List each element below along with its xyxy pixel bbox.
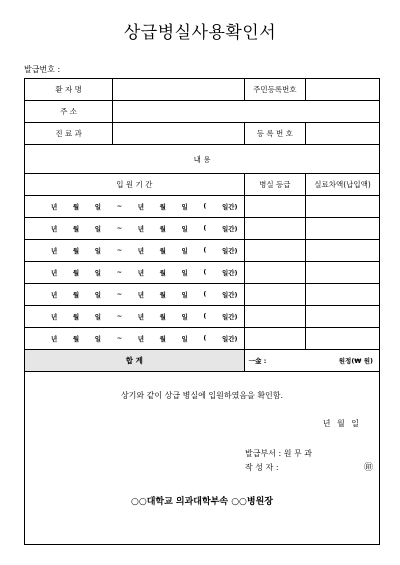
- period-days-unit: 일간): [222, 313, 238, 321]
- period-days-open: (: [203, 246, 207, 254]
- period-days-open: (: [203, 334, 207, 342]
- total-won-label: 一金 :: [248, 357, 267, 365]
- period-cell[interactable]: [25, 262, 245, 284]
- period-days-unit: 일간): [222, 203, 238, 211]
- period-dash: ~: [116, 246, 123, 254]
- charge-difference-cell[interactable]: [306, 328, 380, 350]
- room-grade-cell[interactable]: [244, 240, 306, 262]
- period-day: 일: [94, 335, 102, 343]
- period-month: 월: [159, 225, 166, 233]
- period-month: 월: [72, 291, 80, 299]
- period-year: 년: [51, 313, 58, 321]
- period-day: 일: [181, 269, 188, 277]
- period-days-unit: 일간): [222, 335, 238, 343]
- period-month: 월: [72, 269, 80, 277]
- period-dash: ~: [116, 268, 123, 276]
- department-field[interactable]: [113, 123, 244, 145]
- period-days-open: (: [203, 290, 207, 298]
- period-day: 일: [94, 313, 102, 321]
- period-cell[interactable]: [25, 240, 245, 262]
- period-year: 년: [51, 247, 58, 255]
- period-month: 월: [72, 225, 80, 233]
- room-grade-cell[interactable]: [244, 328, 306, 350]
- confirmation-form-table: [24, 78, 380, 545]
- period-year: 년: [137, 313, 145, 321]
- period-day: 일: [181, 291, 188, 299]
- period-dash: ~: [116, 290, 123, 298]
- period-cell[interactable]: [25, 218, 245, 240]
- resident-number-label: 주민등록번호: [244, 79, 306, 101]
- period-month: 월: [159, 203, 166, 211]
- period-month: 월: [159, 269, 166, 277]
- seal-mark: ㊞: [363, 463, 373, 473]
- period-year: 년: [137, 203, 145, 211]
- room-grade-cell[interactable]: [244, 284, 306, 306]
- period-dash: ~: [116, 334, 123, 342]
- charge-difference-cell[interactable]: [306, 196, 380, 218]
- period-month: 월: [72, 203, 80, 211]
- resident-number-field[interactable]: [306, 79, 380, 101]
- charge-difference-cell[interactable]: [306, 284, 380, 306]
- charge-difference-cell[interactable]: [306, 240, 380, 262]
- period-day: 일: [181, 313, 188, 321]
- period-day: 일: [94, 269, 102, 277]
- room-grade-column-header: 병실 등급: [244, 174, 306, 196]
- period-days-unit: 일간): [222, 269, 238, 277]
- content-header: 내 용: [25, 145, 380, 174]
- period-days-unit: 일간): [222, 225, 238, 233]
- issuing-department: 발급부서 : 원 무 과: [245, 449, 312, 458]
- issue-date: 년 월 일: [322, 419, 361, 428]
- period-day: 일: [94, 291, 102, 299]
- period-day: 일: [181, 225, 188, 233]
- room-grade-cell[interactable]: [244, 196, 306, 218]
- period-day: 일: [181, 335, 188, 343]
- period-month: 월: [159, 291, 166, 299]
- total-amount-label: 원정(₩ 원): [338, 357, 373, 365]
- period-day: 일: [94, 225, 102, 233]
- total-label: 합 계: [25, 350, 245, 372]
- period-dash: ~: [116, 312, 123, 320]
- address-label: 주 소: [25, 101, 113, 123]
- period-days-open: (: [203, 224, 207, 232]
- period-day: 일: [181, 203, 188, 211]
- period-cell[interactable]: [25, 196, 245, 218]
- period-days-open: (: [203, 312, 207, 320]
- room-grade-cell[interactable]: [244, 218, 306, 240]
- period-row: [25, 328, 380, 350]
- period-month: 월: [159, 247, 166, 255]
- period-year: 년: [51, 335, 58, 343]
- hospital-director-signature: ○○대학교 의과대학부속 ○○병원장: [130, 497, 273, 507]
- period-year: 년: [137, 247, 145, 255]
- period-year: 년: [137, 269, 145, 277]
- period-row: [25, 196, 380, 218]
- period-month: 월: [72, 313, 80, 321]
- period-month: 월: [72, 247, 80, 255]
- period-year: 년: [137, 335, 145, 343]
- period-days-open: (: [203, 268, 207, 276]
- total-amount-cell[interactable]: [244, 350, 379, 372]
- period-days-unit: 일간): [222, 247, 238, 255]
- issue-number-label: 발급번호 :: [24, 65, 61, 74]
- period-days-open: (: [203, 202, 207, 210]
- registration-number-field[interactable]: [306, 123, 380, 145]
- period-row: [25, 306, 380, 328]
- period-day: 일: [94, 203, 102, 211]
- period-month: 월: [72, 335, 80, 343]
- charge-difference-cell[interactable]: [306, 262, 380, 284]
- period-year: 년: [51, 225, 58, 233]
- period-cell[interactable]: [25, 306, 245, 328]
- period-cell[interactable]: [25, 328, 245, 350]
- confirmation-statement: 상기와 같이 상급 병실에 입원하였음을 확인함.: [120, 391, 284, 400]
- period-days-unit: 일간): [222, 291, 238, 299]
- period-row: [25, 262, 380, 284]
- patient-name-field[interactable]: [113, 79, 244, 101]
- period-dash: ~: [116, 224, 123, 232]
- period-year: 년: [51, 291, 58, 299]
- period-column-header: 입 원 기 간: [25, 174, 245, 196]
- period-year: 년: [51, 269, 58, 277]
- address-field[interactable]: [113, 101, 380, 123]
- room-grade-cell[interactable]: [244, 306, 306, 328]
- charge-difference-cell[interactable]: [306, 306, 380, 328]
- period-month: 월: [159, 313, 166, 321]
- period-row: [25, 240, 380, 262]
- period-year: 년: [51, 203, 58, 211]
- department-label: 진 료 과: [25, 123, 113, 145]
- patient-name-label: 환 자 명: [25, 79, 113, 101]
- registration-number-label: 등 록 번 호: [244, 123, 306, 145]
- period-dash: ~: [116, 202, 123, 210]
- charge-difference-cell[interactable]: [306, 218, 380, 240]
- charge-difference-column-header: 실료차액(납입액): [306, 174, 380, 196]
- period-day: 일: [94, 247, 102, 255]
- period-year: 년: [137, 291, 145, 299]
- writer-label: 작 성 자 :: [245, 463, 279, 472]
- period-year: 년: [137, 225, 145, 233]
- room-grade-cell[interactable]: [244, 262, 306, 284]
- closing-section: [25, 372, 380, 545]
- document-title: 상급병실사용확인서: [123, 23, 277, 43]
- period-row: [25, 284, 380, 306]
- period-month: 월: [159, 335, 166, 343]
- period-cell[interactable]: [25, 284, 245, 306]
- period-row: [25, 218, 380, 240]
- period-day: 일: [181, 247, 188, 255]
